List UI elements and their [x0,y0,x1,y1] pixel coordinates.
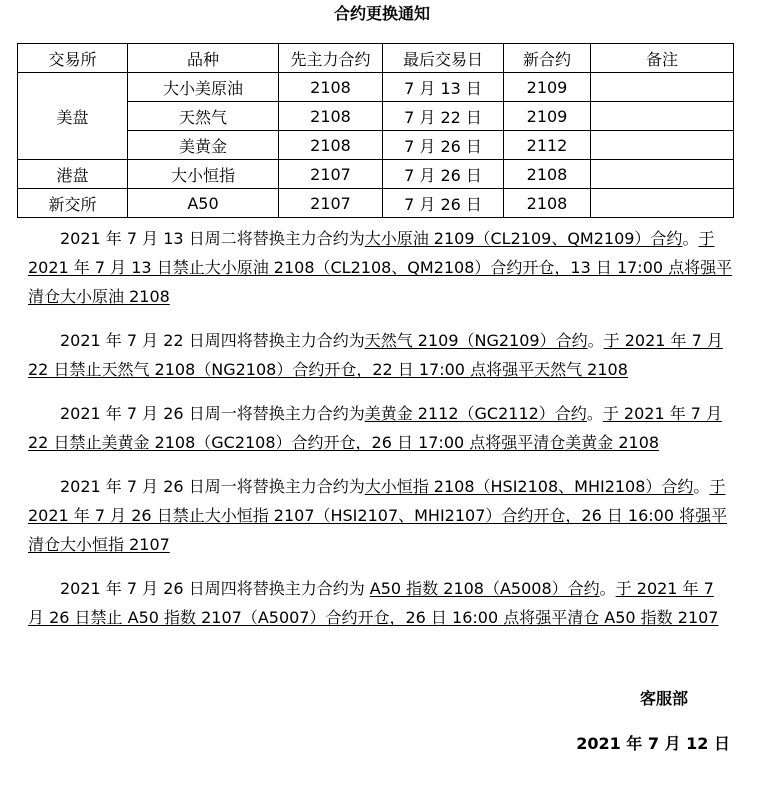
old-contract-cell: 2107 [279,160,383,189]
page-title: 合约更换通知 [333,4,430,23]
product-cell: A50 [128,189,279,218]
exchange-cell: 美盘 [18,73,128,160]
table-row [18,189,734,218]
paragraph-text: 2021 年 7 月 22 日周四将替换主力合约为 [60,331,365,350]
underlined-text: 美黄金 2112（GC2112）合约 [364,404,587,423]
remarks-cell [591,189,734,218]
paragraph-text: 2021 年 7 月 26 日周四将替换主力合约为 [60,579,370,598]
new-contract-cell: 2108 [504,160,591,189]
last-trading-day-cell: 7 月 26 日 [383,131,504,160]
underlined-text: 于 2021 年 7 月 13 日禁止大小原油 2108（CL2108、QM2108）合约开仓，13 日 17:00 点将强平清仓大小原油 2108 [28,229,733,306]
header-remarks: 备注 [591,44,734,73]
notice-paragraph-natural-gas [28,326,733,384]
remarks-cell [591,131,734,160]
underlined-text: 于 2021 年 7 月 22 日禁止美黄金 2108（GC2108）合约开仓，26 日 17:00 点将强平清仓美黄金 2108 [28,404,723,452]
paragraph-text: 2021 年 7 月 26 日周一将替换主力合约为 [60,404,365,423]
old-contract-cell: 2107 [279,189,383,218]
notice-paragraph-a50 [28,574,733,632]
remarks-cell [591,160,734,189]
exchange-cell: 新交所 [18,189,128,218]
new-contract-cell: 2109 [504,73,591,102]
header-last-trading-day: 最后交易日 [383,44,504,73]
exchange-cell: 港盘 [18,160,128,189]
notice-body [28,224,733,647]
paragraph-text: 2021 年 7 月 13 日周二将替换主力合约为 [60,229,365,248]
header-old-contract: 先主力合约 [279,44,383,73]
header-product: 品种 [128,44,279,73]
notice-paragraph-crude-oil [28,224,733,311]
remarks-cell [591,73,734,102]
table-header-row [18,44,734,73]
paragraph-text: 。 [586,404,603,423]
underlined-text: 大小恒指 2108（HSI2108、MHI2108）合约 [364,477,694,496]
product-cell: 美黄金 [128,131,279,160]
new-contract-cell: 2112 [504,131,591,160]
last-trading-day-cell: 7 月 26 日 [383,189,504,218]
underlined-text: 于 2021 年 7 月 22 日禁止天然气 2108（NG2108）合约开仓，22 日 17:00 点将强平天然气 2108 [28,331,723,379]
remarks-cell [591,102,734,131]
new-contract-cell: 2108 [504,189,591,218]
old-contract-cell: 2108 [279,73,383,102]
signature-date: 2021 年 7 月 12 日 [576,734,730,753]
signature-department: 客服部 [639,689,688,708]
last-trading-day-cell: 7 月 22 日 [383,102,504,131]
product-cell: 大小美原油 [128,73,279,102]
last-trading-day-cell: 7 月 26 日 [383,160,504,189]
paragraph-text: 。 [599,579,616,598]
header-new-contract: 新合约 [504,44,591,73]
paragraph-text: 。 [693,477,710,496]
underlined-text: 大小原油 2109（CL2109、QM2109）合约 [364,229,683,248]
underlined-text: 于 2021 年 7 月 26 日禁止大小恒指 2107（HSI2107、MHI2107）合约开仓，26 日 16:00 将强平清仓大小恒指 2107 [28,477,728,554]
product-cell: 大小恒指 [128,160,279,189]
paragraph-text: 。 [587,331,604,350]
underlined-text: A50 指数 2108（A5008）合约 [369,579,600,598]
underlined-text: 于 2021 年 7 月 26 日禁止 A50 指数 2107（A5007）合约开仓，26 日 16:00 点将强平清仓 A50 指数 2107 [28,579,719,627]
underlined-text: 天然气 2109（NG2109）合约 [364,331,588,350]
old-contract-cell: 2108 [279,102,383,131]
old-contract-cell: 2108 [279,131,383,160]
product-cell: 天然气 [128,102,279,131]
notice-paragraph-hang-seng [28,472,733,559]
notice-paragraph-gold [28,399,733,457]
table-row [18,160,734,189]
contract-rollover-table [17,43,734,218]
new-contract-cell: 2109 [504,102,591,131]
header-exchange: 交易所 [18,44,128,73]
paragraph-text: 2021 年 7 月 26 日周一将替换主力合约为 [60,477,365,496]
paragraph-text: 。 [682,229,699,248]
last-trading-day-cell: 7 月 13 日 [383,73,504,102]
table-row [18,73,734,102]
